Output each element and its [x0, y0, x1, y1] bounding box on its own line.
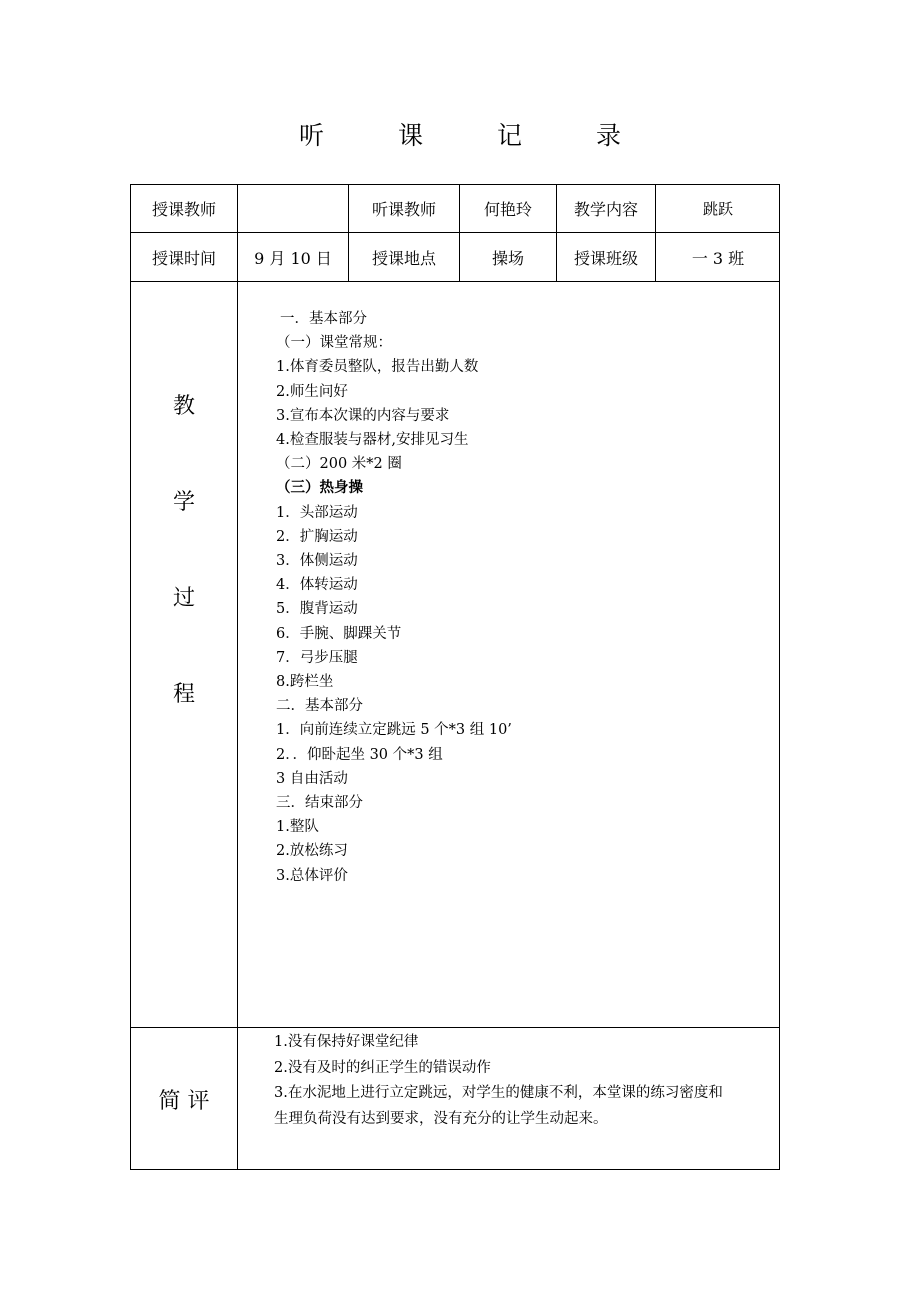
comment-line: 生理负荷没有达到要求，没有充分的让学生动起来。 — [274, 1110, 608, 1127]
column-divider — [237, 185, 238, 1170]
class-label: 授课班级 — [573, 248, 638, 268]
process-line: 5．腹背运动 — [276, 601, 358, 618]
comment-line: 1.没有保持好课堂纪律 — [274, 1034, 419, 1050]
title-char: 课 — [397, 121, 423, 150]
process-label-char: 过 — [172, 586, 195, 611]
process-content — [276, 307, 512, 888]
content-label: 教学内容 — [573, 200, 638, 219]
content-value: 跳跃 — [702, 200, 733, 218]
process-line: 3.总体评价 — [276, 867, 348, 884]
process-line: 二．基本部分 — [276, 698, 363, 715]
process-line: （三）热身操 — [276, 479, 363, 497]
process-line: 三．结束部分 — [276, 795, 363, 812]
process-line: 7．弓步压腿 — [276, 649, 358, 666]
page-title — [0, 116, 920, 152]
process-line: 3.宣布本次课的内容与要求 — [276, 407, 450, 424]
title-char: 记 — [497, 121, 523, 150]
teacher-label: 授课教师 — [151, 200, 216, 219]
process-line: （二）200 米*2 圈 — [276, 456, 402, 473]
process-line: 3．体侧运动 — [276, 553, 358, 570]
teacher-value — [238, 185, 348, 232]
time-label: 授课时间 — [151, 248, 216, 268]
process-line: 一．基本部分 — [280, 311, 367, 327]
class-value: 一 3 班 — [691, 248, 745, 268]
process-line: 2.放松练习 — [276, 843, 348, 860]
record-table — [130, 184, 780, 1170]
process-line: 2．．仰卧起坐 30 个*3 组 — [276, 746, 443, 763]
process-line: 8.跨栏坐 — [276, 674, 334, 691]
process-line: （一）课堂常规： — [276, 335, 392, 352]
place-value: 操场 — [491, 248, 524, 268]
title-char: 录 — [596, 121, 622, 150]
comment-content — [274, 1030, 774, 1132]
process-line: 2.师生问好 — [276, 383, 348, 400]
process-line: 4．体转运动 — [276, 577, 358, 594]
process-line: 6．手腕、脚踝关节 — [276, 625, 402, 642]
process-line: 3 自由活动 — [276, 770, 348, 787]
process-label-char: 学 — [172, 490, 195, 515]
place-label: 授课地点 — [371, 248, 436, 268]
observer-value: 何艳玲 — [483, 200, 532, 219]
process-line: 4.检查服装与器材,安排见习生 — [276, 432, 469, 449]
process-line: 1．向前连续立定跳远 5 个*3 组 10’ — [276, 722, 512, 739]
comment-line: 2.没有及时的纠正学生的错误动作 — [274, 1059, 491, 1076]
process-line: 1．头部运动 — [276, 504, 358, 521]
process-label-char: 程 — [172, 682, 195, 707]
comment-label: 简 评 — [158, 1088, 210, 1114]
process-line: 2．扩胸运动 — [276, 528, 358, 545]
process-label-char: 教 — [172, 394, 195, 419]
observer-label: 听课教师 — [371, 200, 436, 219]
title-char: 听 — [298, 121, 324, 150]
comment-line: 3.在水泥地上进行立定跳远，对学生的健康不利，本堂课的练习密度和 — [274, 1085, 723, 1101]
process-line: 1.整队 — [276, 819, 319, 836]
time-value: 9 月 10 日 — [254, 248, 332, 268]
process-line: 1.体育委员整队，报告出勤人数 — [276, 359, 479, 376]
row-divider — [131, 281, 779, 282]
